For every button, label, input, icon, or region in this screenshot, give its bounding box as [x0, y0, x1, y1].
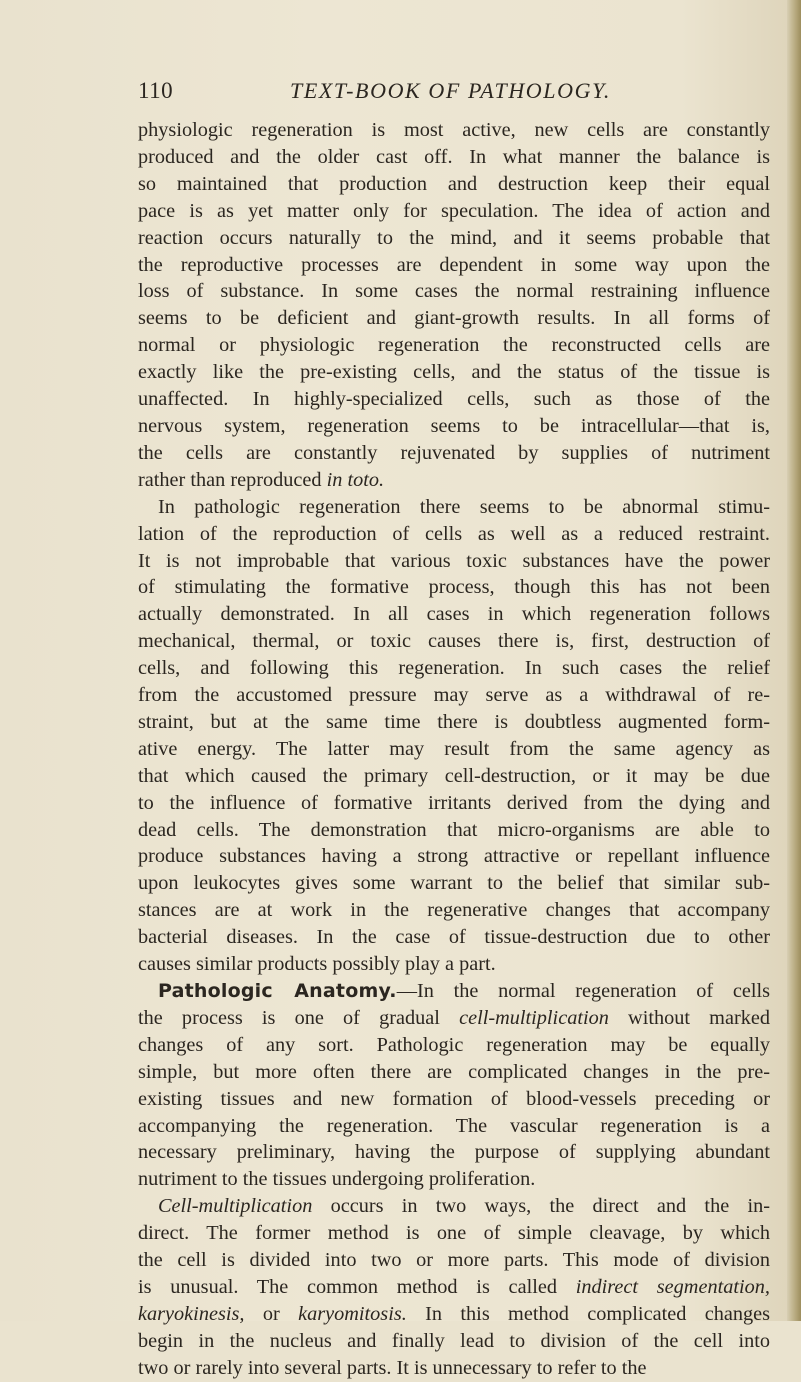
running-head: TEXT-BOOK OF PATHOLOGY. [290, 78, 612, 103]
text-line: normal or physiologic regeneration the reconstructed cells are [138, 334, 770, 357]
text-line: so maintained that production and destruction keep their equal [138, 172, 770, 195]
text-segment: or [262, 1302, 280, 1325]
text-line: exactly like the pre-existing cells, and the status of the tissue is [138, 361, 770, 384]
text-line: It is not improbable that various toxic substances have the power [138, 549, 770, 572]
page-header [0, 78, 801, 114]
text-line: direct. The former method is one of simple cleavage, by which [138, 1222, 770, 1245]
text-line: existing tissues and new formation of blood-vessels preceding or [138, 1087, 770, 1110]
text-line: mechanical, thermal, or toxic causes there is, first, destruction of [138, 630, 770, 653]
text-line [138, 494, 770, 521]
text-segment: In pathologic regeneration there seems to be abnormal stimu- [158, 495, 770, 518]
text-line: dead cells. The demonstration that micro-organisms are able to [138, 818, 770, 841]
text-line: changes of any sort. Pathologic regeneration may be equally [138, 1033, 770, 1056]
text-line [138, 467, 770, 494]
text-line: unaffected. In highly-specialized cells, such as those of the [138, 388, 770, 411]
italic-term: indirect segmentation, [575, 1275, 770, 1298]
text-line: straint, but at the same time there is doubtless augmented form- [138, 710, 770, 733]
page-edge-shading [787, 0, 801, 1321]
text-line [138, 1005, 770, 1032]
text-line: accompanying the regeneration. The vascular regeneration is a [138, 1114, 770, 1137]
text-line: cells, and following this regeneration. In such cases the relief [138, 657, 770, 680]
section-heading: Pathologic Anatomy. [158, 980, 397, 1002]
body-text [138, 117, 770, 1382]
text-segment: —In the normal regeneration of cells [396, 980, 770, 1002]
italic-term: cell-multiplication [459, 1006, 609, 1029]
text-line: lation of the reproduction of cells as well as a reduced restraint. [138, 522, 770, 545]
italic-term: Cell-multiplication [158, 1195, 313, 1218]
italic-term: karyomitosis. [298, 1302, 407, 1325]
text-line: pace is as yet matter only for speculation. The idea of action and [138, 199, 770, 222]
italic-term: karyokinesis, [138, 1302, 245, 1325]
text-line: causes similar products possibly play a part. [138, 953, 496, 976]
italic-term: in toto. [326, 468, 385, 491]
text-line: loss of substance. In some cases the normal restraining influence [138, 280, 770, 303]
text-line: stances are at work in the regenerative changes that accompany [138, 899, 770, 922]
text-line: produced and the older cast off. In what manner the balance is [138, 145, 770, 168]
text-line: actually demonstrated. In all cases in which regeneration follows [138, 603, 770, 626]
text-segment: occurs in two ways, the direct and the in- [330, 1195, 770, 1218]
text-line: the cells are constantly rejuvenated by supplies of nutriment [138, 441, 770, 464]
text-line: physiologic regeneration is most active, new cells are constantly [138, 119, 770, 141]
text-line: simple, but more often there are complicated changes in the pre- [138, 1060, 770, 1083]
text-line: reaction occurs naturally to the mind, and it seems probable that [138, 226, 770, 249]
text-line [138, 978, 770, 1005]
text-line: upon leukocytes gives some warrant to the belief that similar sub- [138, 872, 770, 895]
text-line: the cell is divided into two or more parts. This mode of division [138, 1249, 770, 1272]
text-line: two or rarely into several parts. It is unnecessary to refer to the [138, 1356, 647, 1379]
text-line: seems to be deficient and giant-growth results. In all forms of [138, 307, 770, 330]
text-line: the reproductive processes are dependent in some way upon the [138, 253, 770, 276]
text-line: ative energy. The latter may result from the same agency as [138, 737, 770, 760]
text-line: of stimulating the formative process, though this has not been [138, 576, 770, 599]
text-line [138, 1193, 770, 1220]
text-segment: is unusual. The common method is called [138, 1275, 557, 1298]
text-line: nutriment to the tissues undergoing proliferation. [138, 1168, 536, 1191]
page-number: 110 [138, 78, 174, 103]
text-segment: rather than reproduced [138, 468, 322, 491]
text-line [138, 1301, 770, 1328]
text-segment: without marked [628, 1006, 770, 1029]
text-line: nervous system, regeneration seems to be intracellular—that is, [138, 414, 770, 437]
text-line: begin in the nucleus and finally lead to division of the cell into [138, 1329, 770, 1352]
text-line: bacterial diseases. In the case of tissue-destruction due to other [138, 926, 770, 949]
text-segment: In this method complicated changes [425, 1302, 771, 1325]
text-line: that which caused the primary cell-destruction, or it may be due [138, 764, 770, 787]
text-line: produce substances having a strong attractive or repellant influence [138, 845, 770, 868]
text-line [138, 1274, 770, 1301]
text-line: to the influence of formative irritants derived from the dying and [138, 791, 770, 814]
text-line: from the accustomed pressure may serve as a withdrawal of re- [138, 684, 770, 707]
text-line: necessary preliminary, having the purpose of supplying abundant [138, 1141, 770, 1164]
text-segment: the process is one of gradual [138, 1006, 440, 1029]
